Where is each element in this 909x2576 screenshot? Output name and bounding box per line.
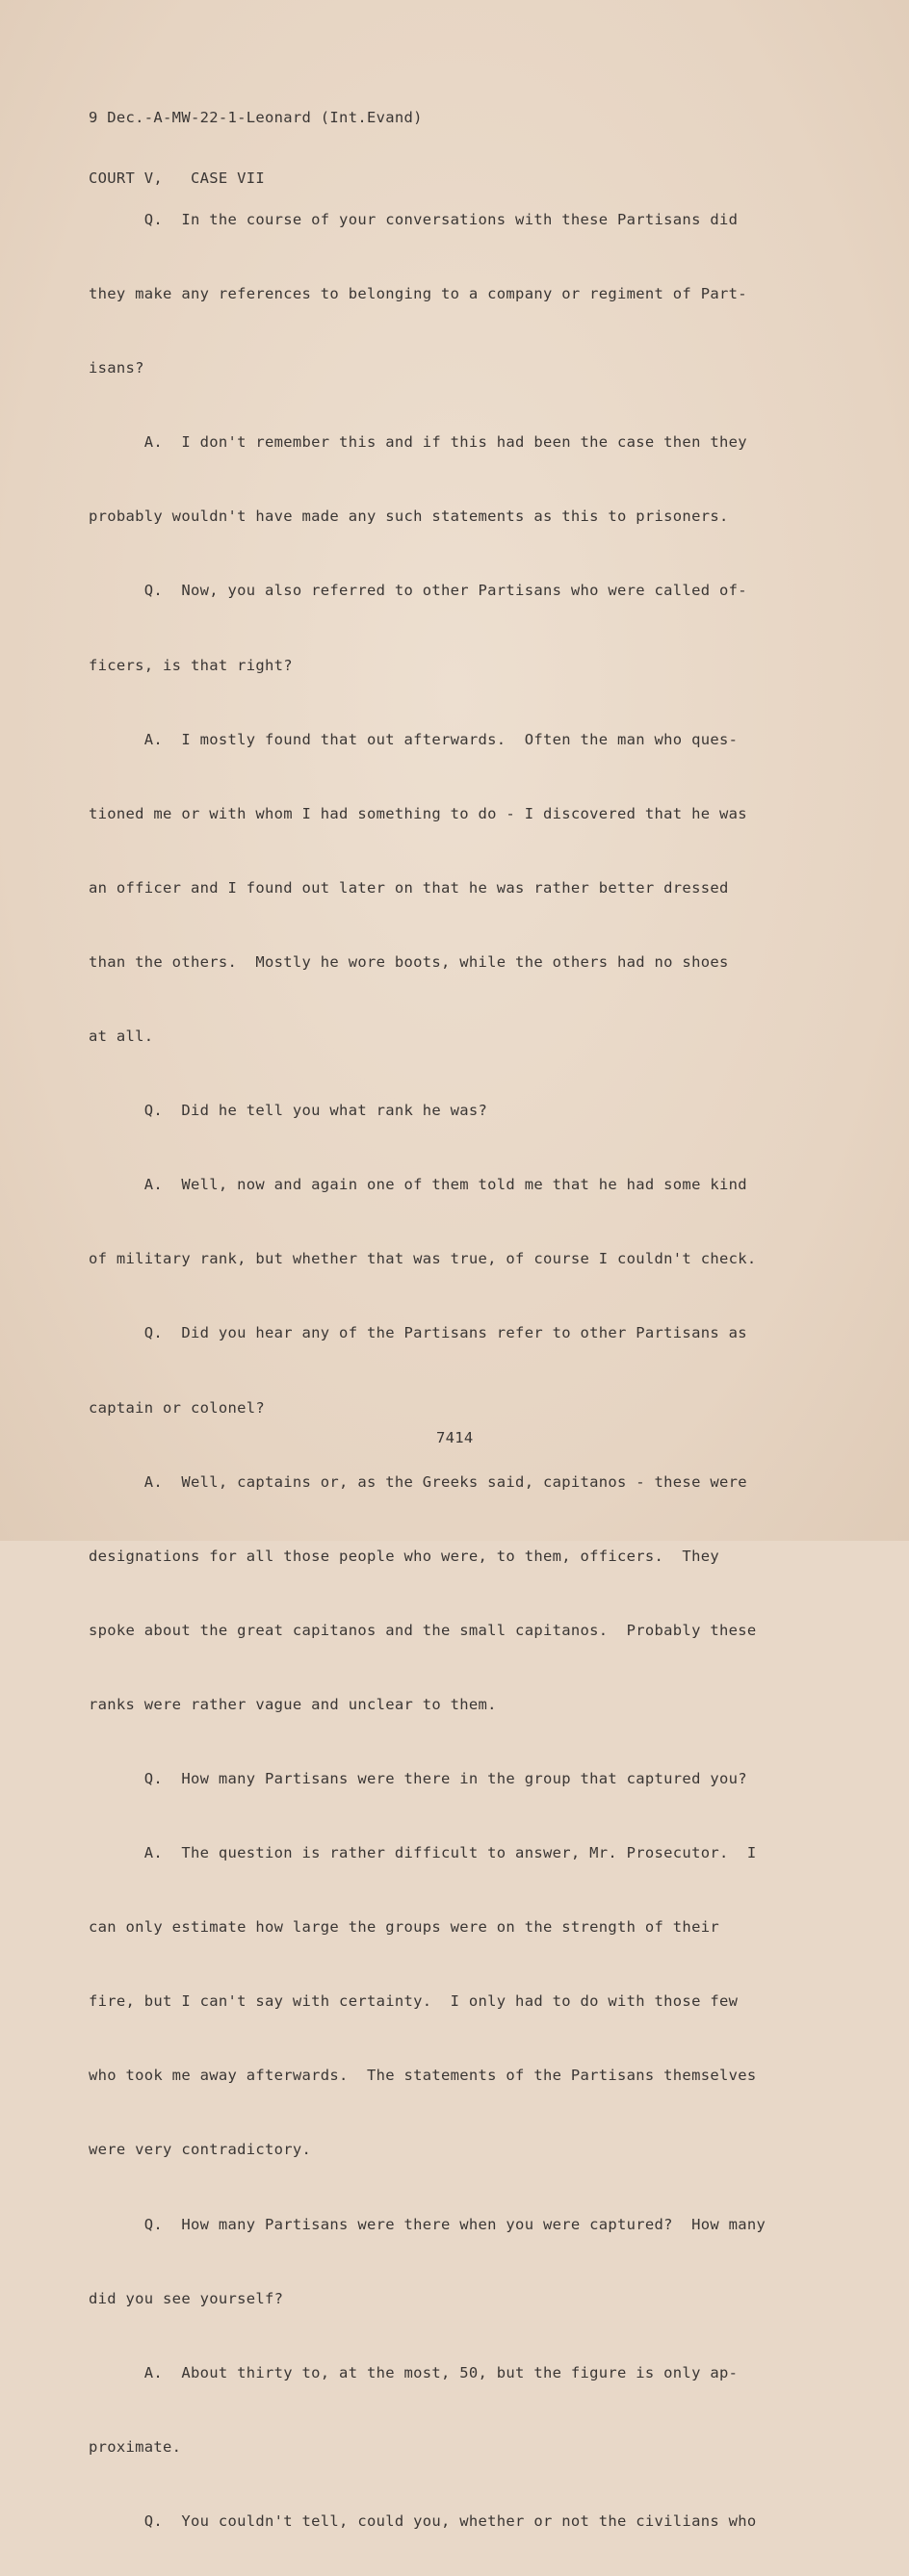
text-line: A. The question is rather difficult to answer, Mr. Prosecutor. I [89, 1844, 757, 1862]
text-line: Q. How many Partisans were there in the group that captured you? [89, 1769, 747, 1787]
text-line: proximate. [89, 2437, 182, 2456]
text-line: than the others. Mostly he wore boots, while the others had no shoes [89, 952, 729, 971]
text-line: Q. Did you hear any of the Partisans refer to other Partisans as [89, 1324, 747, 1342]
text-line: Q. You couldn't tell, could you, whether or not the civilians who [89, 2511, 757, 2530]
text-line: Q. How many Partisans were there when you were captured? How many [89, 2215, 766, 2233]
text-line: A. Well, now and again one of them told me that he had some kind [89, 1176, 747, 1194]
text-line: were very contradictory. [89, 2141, 312, 2159]
text-line: designations for all those people who were, to them, officers. They [89, 1547, 719, 1565]
text-line: can only estimate how large the groups were on the strength of their [89, 1918, 719, 1937]
page-number: 7414 [436, 1429, 474, 1446]
text-line: Q. Did he tell you what rank he was? [89, 1102, 488, 1120]
text-line: ficers, is that right? [89, 656, 293, 674]
text-line: isans? [89, 359, 144, 377]
text-line: probably wouldn't have made any such statements as this to prisoners. [89, 507, 729, 526]
text-line: did you see yourself? [89, 2289, 284, 2307]
text-line: Q. Now, you also referred to other Partisans who were called of- [89, 582, 747, 600]
text-line: Q. In the course of your conversations with these Partisans did [89, 211, 739, 228]
text-line: A. About thirty to, at the most, 50, but the figure is only ap- [89, 2363, 739, 2381]
text-line: fire, but I can't say with certainty. I only had to do with those few [89, 1992, 739, 2011]
text-line: of military rank, but whether that was true, of course I couldn't check. [89, 1250, 757, 1268]
text-line: A. Well, captains or, as the Greeks said, capitanos - these were [89, 1472, 747, 1491]
transcript-body [89, 166, 766, 2576]
text-line: A. I don't remember this and if this had been the case then they [89, 433, 747, 452]
text-line: at all. [89, 1028, 154, 1046]
text-line: A. I mostly found that out afterwards. Often the man who ques- [89, 730, 739, 748]
text-line: they make any references to belonging to a company or regiment of Part- [89, 285, 747, 303]
text-line: captain or colonel? [89, 1398, 266, 1417]
text-line: ranks were rather vague and unclear to them. [89, 1695, 497, 1713]
text-line: tioned me or with whom I had something to do - I discovered that he was [89, 804, 747, 822]
header-line-1: 9 Dec.-A-MW-22-1-Leonard (Int.Evand) [89, 109, 423, 126]
text-line: an officer and I found out later on that he was rather better dressed [89, 878, 729, 897]
header-line-2: COURT V, CASE VII [89, 169, 266, 187]
text-line: spoke about the great capitanos and the small capitanos. Probably these [89, 1621, 757, 1639]
text-line: who took me away afterwards. The statements of the Partisans themselves [89, 2067, 757, 2085]
